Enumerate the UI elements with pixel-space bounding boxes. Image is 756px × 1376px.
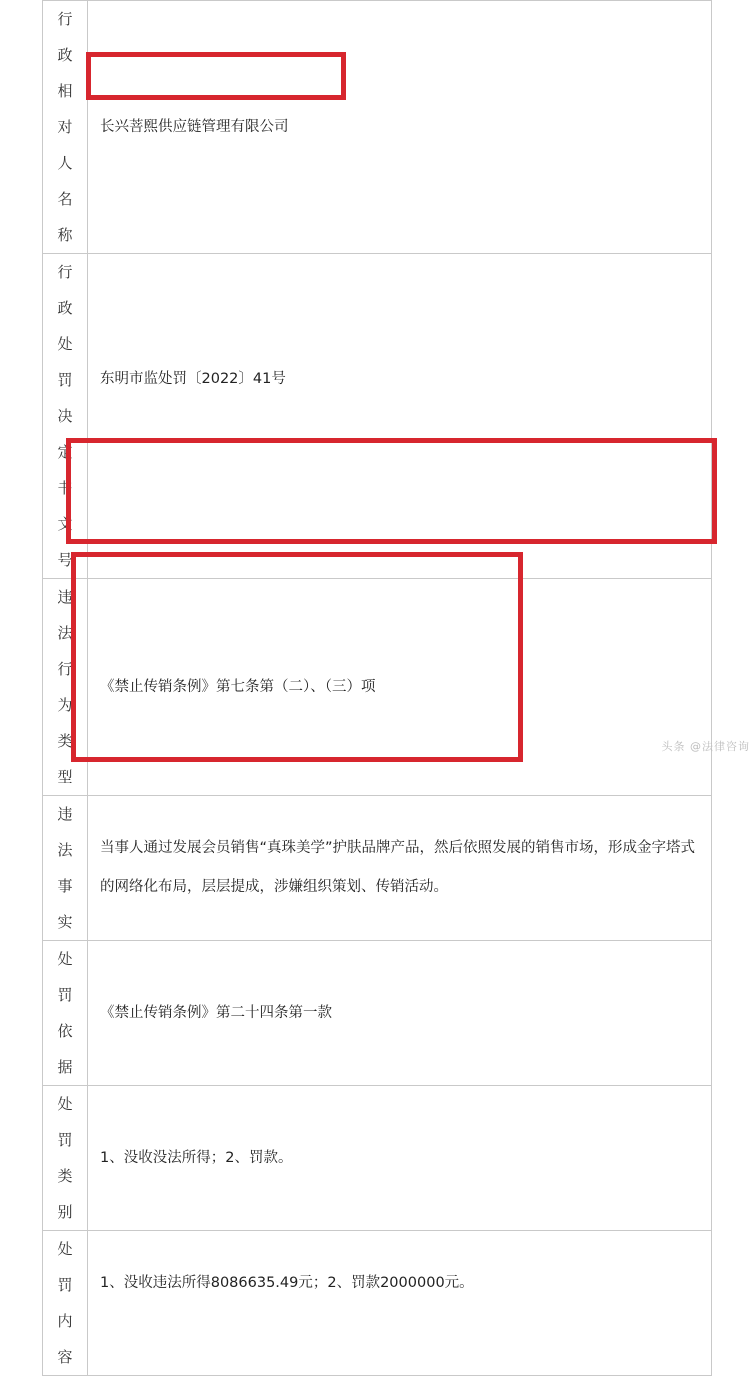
violation-facts-value: 当事人通过发展会员销售“真珠美学”护肤品牌产品，然后依照发展的销售市场，形成金字塔式的网络化布局，层层提成，涉嫌组织策划、传销活动。: [100, 840, 696, 895]
row-value-cell: [88, 941, 712, 1086]
row-value-cell: [88, 1231, 712, 1376]
row-label-cell: [43, 941, 88, 1086]
row-label: 处罚类别: [57, 1095, 73, 1221]
row-value-cell: [88, 254, 712, 579]
table-row: [43, 1231, 712, 1376]
violation-type-value: 《禁止传销条例》第七条第（二）、（三）项: [100, 679, 376, 695]
row-value-cell: [88, 796, 712, 941]
row-label-cell: [43, 579, 88, 796]
penalty-category-value: 1、没收没法所得；2、罚款。: [100, 1150, 293, 1166]
row-label: 处罚依据: [57, 950, 73, 1076]
row-label-cell: [43, 254, 88, 579]
table-row: [43, 1, 712, 254]
row-label-cell: [43, 1086, 88, 1231]
row-label: 违法行为类型: [57, 588, 73, 786]
row-label-cell: [43, 1, 88, 254]
row-value-cell: [88, 1086, 712, 1231]
row-value-cell: [88, 579, 712, 796]
penalty-info-table: [42, 0, 712, 1376]
penalty-basis-value: 《禁止传销条例》第二十四条第一款: [100, 1005, 332, 1021]
table-row: [43, 1086, 712, 1231]
party-name-value: 长兴菩熙供应链管理有限公司: [100, 119, 289, 135]
table-row: [43, 796, 712, 941]
watermark-text: 头条 @法律咨询: [661, 740, 750, 753]
row-label-cell: [43, 1231, 88, 1376]
row-label: 行政处罚决定书文号: [57, 263, 73, 569]
decision-number-value: 东明市监处罚〔2022〕41号: [100, 371, 286, 387]
penalty-content-value: 1、没收违法所得8086635.49元；2、罚款2000000元。: [100, 1275, 474, 1291]
table-row: [43, 254, 712, 579]
row-label: 违法事实: [57, 805, 73, 931]
table-row: [43, 579, 712, 796]
row-value-cell: [88, 1, 712, 254]
row-label: 处罚内容: [57, 1240, 73, 1366]
table-row: [43, 941, 712, 1086]
row-label: 行政相对人名称: [57, 10, 73, 244]
row-label-cell: [43, 796, 88, 941]
